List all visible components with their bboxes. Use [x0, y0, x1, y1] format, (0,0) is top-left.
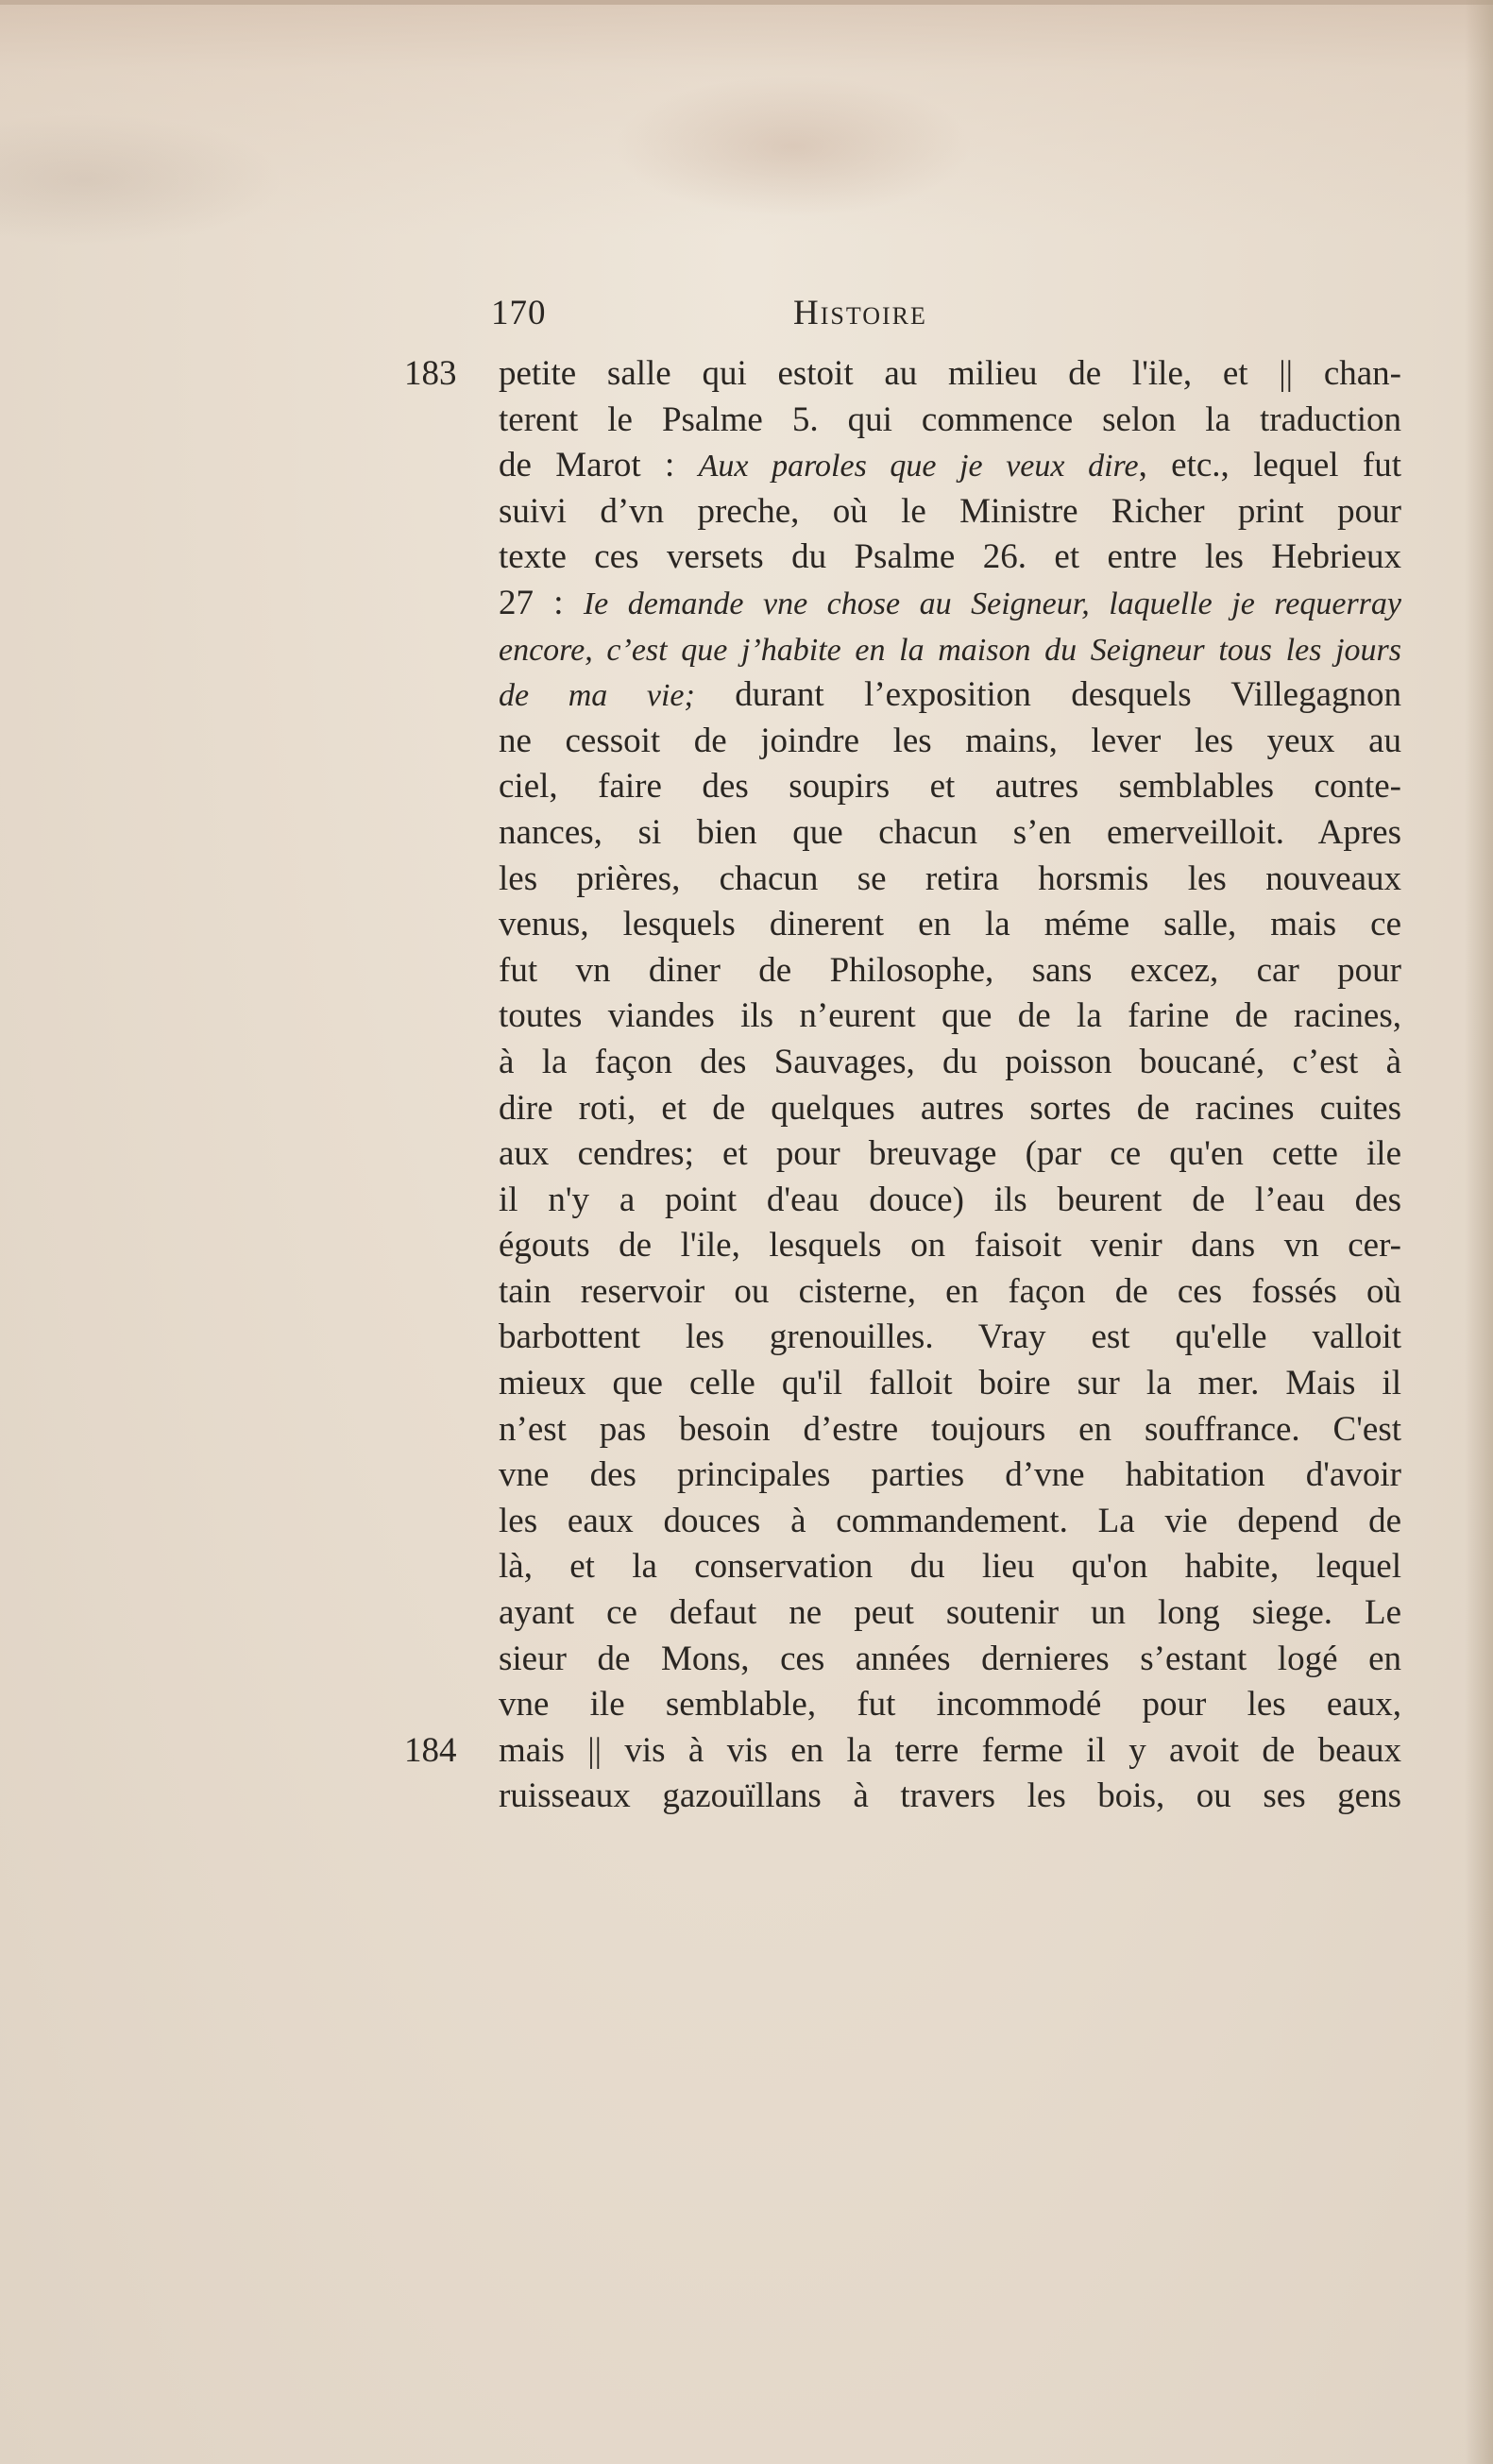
- text-line-11: nances, si bien que chacun s’en emerveilloit. Apres: [499, 812, 1401, 852]
- text-line-13: venus, lesquels dinerent en la méme salle, mais ce: [499, 905, 1401, 944]
- paper-shadow-left: [0, 113, 283, 246]
- text-line-8-post: durant l’exposition desquels Villegagnon: [694, 675, 1401, 715]
- text-line-15: toutes viandes ils n’eurent que de la farine de racines,: [499, 996, 1401, 1036]
- text-line-3-italic: Aux paroles que je veux dire: [698, 449, 1139, 484]
- page-number: 170: [491, 294, 547, 332]
- margin-number-183: 183: [404, 354, 457, 393]
- text-line-7: [499, 627, 1401, 673]
- text-line-4: suivi d’vn preche, où le Ministre Richer print pour: [499, 491, 1401, 531]
- text-line-3-post: , etc., lequel fut: [1138, 446, 1401, 485]
- text-line-9: ne cessoit de joindre les mains, lever les yeux au: [499, 721, 1401, 760]
- page-edge-right: [1465, 0, 1493, 2464]
- body-text: [499, 351, 1401, 1820]
- text-line-6-pre: 27 :: [499, 583, 584, 622]
- text-line-19: il n'y a point d'eau douce) ils beurent de l’eau des: [499, 1180, 1401, 1219]
- text-line-10: ciel, faire des soupirs et autres semblables conte-: [499, 767, 1401, 807]
- text-line-16: à la façon des Sauvages, du poisson boucané, c’est à: [499, 1042, 1401, 1081]
- text-line-30: vne ile semblable, fut incommodé pour les eaux,: [499, 1685, 1401, 1725]
- text-line-7-italic: encore, c’est que j’habite en la maison du Seigneur tous les jours: [499, 632, 1401, 668]
- text-line-12: les prières, chacun se retira horsmis les nouveaux: [499, 858, 1401, 898]
- text-line-22: barbottent les grenouilles. Vray est qu'elle valloit: [499, 1317, 1401, 1357]
- text-line-8: [499, 672, 1401, 719]
- text-line-26: les eaux douces à commandement. La vie depend de: [499, 1501, 1401, 1540]
- text-line-24: n’est pas besoin d’estre toujours en souffrance. C'est: [499, 1409, 1401, 1449]
- text-line-6-italic: Ie demande vne chose au Seigneur, laquelle je requerray: [583, 586, 1401, 621]
- text-line-2: terent le Psalme 5. qui commence selon la traduction: [499, 399, 1401, 439]
- text-line-1: petite salle qui estoit au milieu de l'ile, et || chan-: [499, 354, 1401, 393]
- text-line-32: ruisseaux gazouïllans à travers les bois, ou ses gens: [499, 1776, 1401, 1816]
- text-line-20: égouts de l'ile, lesquels on faisoit venir dans vn cer-: [499, 1226, 1401, 1266]
- text-line-21: tain reservoir ou cisterne, en façon de ces fossés où: [499, 1271, 1401, 1311]
- text-line-6: [499, 581, 1401, 627]
- text-line-25: vne des principales parties d’vne habitation d'avoir: [499, 1455, 1401, 1495]
- text-line-17: dire roti, et de quelques autres sortes de racines cuites: [499, 1088, 1401, 1128]
- text-line-29: sieur de Mons, ces années dernieres s’estant logé en: [499, 1639, 1401, 1678]
- running-title: Histoire: [793, 294, 927, 332]
- text-line-5: texte ces versets du Psalme 26. et entre les Hebrieux: [499, 537, 1401, 577]
- text-line-18: aux cendres; et pour breuvage (par ce qu'en cette ile: [499, 1134, 1401, 1174]
- text-line-31: mais || vis à vis en la terre ferme il y avoit de beaux: [499, 1730, 1401, 1770]
- text-line-3: [499, 443, 1401, 489]
- text-line-8-italic: de ma vie;: [499, 678, 695, 714]
- text-line-28: ayant ce defaut ne peut soutenir un long siege. Le: [499, 1593, 1401, 1633]
- paper-stain-blob: [614, 76, 973, 217]
- margin-number-184: 184: [404, 1731, 457, 1770]
- text-line-3-pre: de Marot :: [499, 446, 699, 485]
- running-head: [491, 285, 1058, 342]
- text-line-14: fut vn diner de Philosophe, sans excez, car pour: [499, 950, 1401, 990]
- text-line-23: mieux que celle qu'il falloit boire sur la mer. Mais il: [499, 1364, 1401, 1403]
- text-line-27: là, et la conservation du lieu qu'on habite, lequel: [499, 1547, 1401, 1587]
